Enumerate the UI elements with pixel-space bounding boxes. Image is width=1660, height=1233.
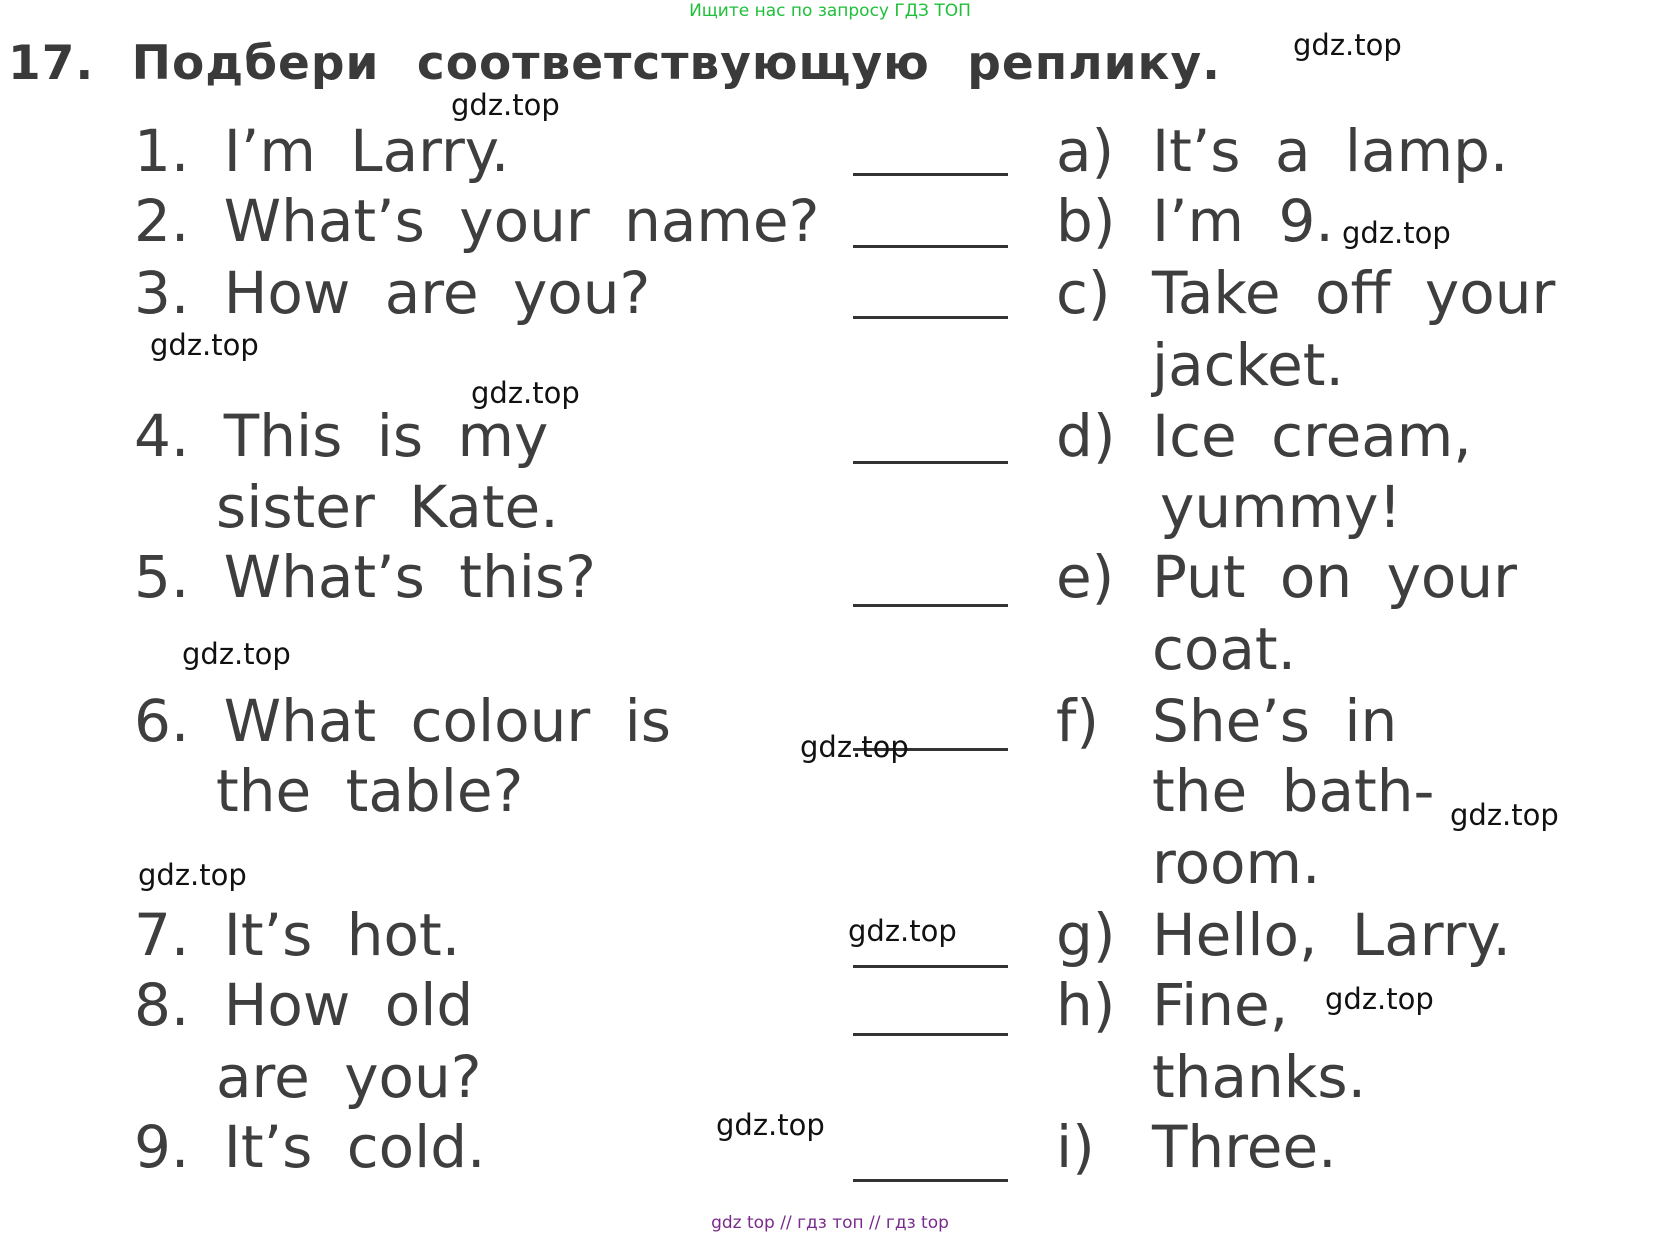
answer-c bbox=[1056, 259, 1556, 327]
answer-f-line-2: the bath- bbox=[1152, 757, 1435, 825]
answer-blank-4[interactable] bbox=[853, 461, 1008, 464]
answer-e bbox=[1056, 543, 1517, 611]
answer-text: She’s in bbox=[1152, 687, 1398, 755]
question-number: 4. bbox=[134, 402, 190, 470]
watermark: gdz.top bbox=[1450, 798, 1559, 832]
question-number: 1. bbox=[134, 117, 190, 185]
answer-blank-1[interactable] bbox=[853, 173, 1008, 176]
answer-text: I’m 9. bbox=[1152, 187, 1334, 255]
question-1 bbox=[134, 117, 510, 185]
question-4-line-2: sister Kate. bbox=[216, 473, 559, 541]
answer-blank-5[interactable] bbox=[853, 604, 1008, 607]
answer-c-line-2: jacket. bbox=[1152, 331, 1344, 399]
answer-letter: i) bbox=[1056, 1113, 1095, 1181]
question-2 bbox=[134, 187, 820, 255]
question-6-line-2: the table? bbox=[216, 757, 524, 825]
question-3 bbox=[134, 259, 651, 327]
answer-i bbox=[1056, 1113, 1337, 1181]
answer-h bbox=[1056, 971, 1289, 1039]
task-title: 17. Подбери соответствующую реплику. bbox=[8, 36, 1221, 91]
question-number: 6. bbox=[134, 687, 190, 755]
answer-letter: g) bbox=[1056, 901, 1116, 969]
watermark: gdz.top bbox=[1342, 216, 1451, 250]
question-7 bbox=[134, 901, 461, 969]
question-number: 3. bbox=[134, 259, 190, 327]
answer-letter: f) bbox=[1056, 687, 1100, 755]
answer-letter: d) bbox=[1056, 402, 1116, 470]
footer: gdz top // гдз топ // гдз top bbox=[711, 1213, 949, 1233]
answer-letter: h) bbox=[1056, 971, 1116, 1039]
answer-text: Ice cream, bbox=[1152, 402, 1472, 470]
answer-text: Hello, Larry. bbox=[1152, 901, 1511, 969]
answer-text: Three. bbox=[1152, 1113, 1337, 1181]
question-text: What colour is bbox=[223, 687, 671, 755]
question-5 bbox=[134, 543, 596, 611]
question-8 bbox=[134, 971, 474, 1039]
answer-text: Take off your bbox=[1152, 259, 1556, 327]
watermark: gdz.top bbox=[150, 328, 259, 362]
answer-blank-3[interactable] bbox=[853, 316, 1008, 319]
answer-f bbox=[1056, 687, 1398, 755]
question-text: I’m Larry. bbox=[223, 117, 510, 185]
question-text: How are you? bbox=[223, 259, 651, 327]
answer-letter: c) bbox=[1056, 259, 1111, 327]
question-text: It’s hot. bbox=[223, 901, 461, 969]
answer-f-line-3: room. bbox=[1152, 829, 1321, 897]
answer-d bbox=[1056, 402, 1472, 470]
question-4 bbox=[134, 402, 549, 470]
question-text: What’s this? bbox=[223, 543, 596, 611]
watermark: gdz.top bbox=[800, 730, 909, 764]
answer-text: It’s a lamp. bbox=[1152, 117, 1509, 185]
watermark: gdz.top bbox=[138, 858, 247, 892]
answer-text: Fine, bbox=[1152, 971, 1289, 1039]
question-9 bbox=[134, 1113, 486, 1181]
answer-d-line-2: yummy! bbox=[1160, 473, 1402, 541]
answer-blank-9[interactable] bbox=[853, 1179, 1008, 1182]
answer-letter: a) bbox=[1056, 117, 1115, 185]
answer-blank-2[interactable] bbox=[853, 245, 1008, 248]
top-banner: Ищите нас по запросу ГДЗ ТОП bbox=[689, 1, 971, 21]
watermark: gdz.top bbox=[451, 88, 560, 122]
question-number: 7. bbox=[134, 901, 190, 969]
answer-blank-8[interactable] bbox=[853, 1033, 1008, 1036]
question-number: 2. bbox=[134, 187, 190, 255]
watermark: gdz.top bbox=[716, 1108, 825, 1142]
answer-text: Put on your bbox=[1152, 543, 1517, 611]
answer-h-line-2: thanks. bbox=[1152, 1043, 1367, 1111]
answer-b bbox=[1056, 187, 1334, 255]
question-text: This is my bbox=[223, 402, 549, 470]
answer-e-line-2: coat. bbox=[1152, 615, 1297, 683]
watermark: gdz.top bbox=[182, 637, 291, 671]
watermark: gdz.top bbox=[471, 376, 580, 410]
answer-g bbox=[1056, 901, 1511, 969]
question-number: 5. bbox=[134, 543, 190, 611]
watermark: gdz.top bbox=[848, 914, 957, 948]
answer-letter: e) bbox=[1056, 543, 1115, 611]
watermark: gdz.top bbox=[1325, 982, 1434, 1016]
question-number: 8. bbox=[134, 971, 190, 1039]
question-text: What’s your name? bbox=[223, 187, 820, 255]
answer-blank-7[interactable] bbox=[853, 965, 1008, 968]
answer-letter: b) bbox=[1056, 187, 1116, 255]
question-text: It’s cold. bbox=[223, 1113, 486, 1181]
question-8-line-2: are you? bbox=[216, 1043, 482, 1111]
question-6 bbox=[134, 687, 671, 755]
answer-a bbox=[1056, 117, 1509, 185]
watermark: gdz.top bbox=[1293, 28, 1402, 62]
question-number: 9. bbox=[134, 1113, 190, 1181]
question-text: How old bbox=[223, 971, 474, 1039]
